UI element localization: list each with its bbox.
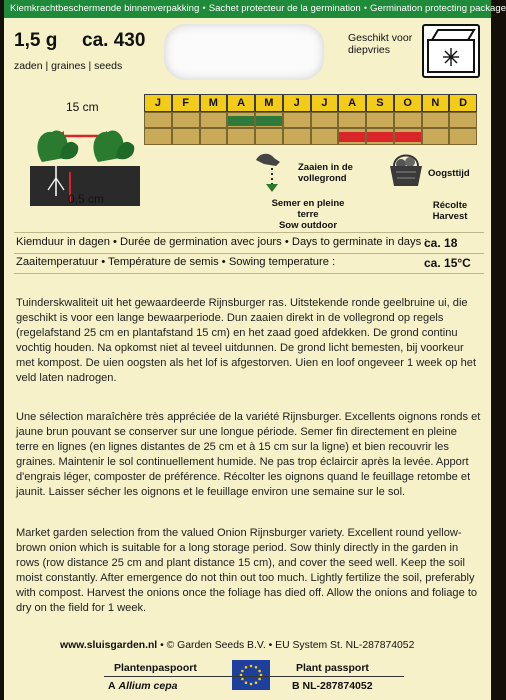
passport-divider <box>104 676 404 677</box>
month-header-row <box>144 94 477 112</box>
month-label: A <box>227 94 255 112</box>
sow-month-cell <box>255 112 283 128</box>
sow-month-cell <box>227 112 255 128</box>
freezer-drawing <box>424 26 478 76</box>
sowing-depth-label: 0,5 cm <box>68 192 105 206</box>
month-label: S <box>366 94 394 112</box>
harvest-month-cell <box>255 128 283 145</box>
sow-month-cell <box>283 112 311 128</box>
sow-month-cell <box>144 112 172 128</box>
freezer-snowflake-icon <box>422 24 480 78</box>
description-en: Market garden selection from the valued Onion Rijnsburger variety. Excellent round yellow-brown onion which is suitable for a long storage period. Sow thinly directly in the garden in rows (row distance 25 cm and plant distance 15 cm), and cover the seed well. Keep the soil moist constantly. After emergence do not thin out too much. Lightly fertilize the soil, preferably with compost. Harvest the onions once the foliage has died off. Allow the onions and foliage to dry on the field for 1 week. <box>16 527 478 614</box>
month-label: J <box>283 94 311 112</box>
sow-month-cell <box>394 112 422 128</box>
header-bar: Kiemkrachtbeschermende binnenverpakking • Sachet protecteur de la germination • Germination protecting package <box>4 0 491 18</box>
freezer-label: Geschikt voor diepvries <box>348 32 413 56</box>
harvest-month-cell <box>172 128 200 145</box>
passport-letter-a: A <box>108 680 116 692</box>
inner-package-window <box>164 24 324 80</box>
header-lang-fr: Sachet protecteur de la germination <box>208 3 361 14</box>
month-label: J <box>144 94 172 112</box>
germination-label: Kiemduur in dagen • Durée de germination avec jours • Days to germinate in days : <box>16 236 428 248</box>
temperature-value: ca. 15°C <box>424 256 471 270</box>
sow-outdoor-nl: Zaaien in de vollegrond <box>298 162 353 184</box>
temperature-label: Zaaitemperatuur • Température de semis • Sowing temperature : <box>16 256 336 268</box>
month-label: M <box>255 94 283 112</box>
sow-outdoor-labels <box>268 198 348 231</box>
month-label: J <box>311 94 339 112</box>
harvest-period-bar <box>395 132 421 142</box>
month-calendar <box>144 94 477 145</box>
month-label: O <box>394 94 422 112</box>
plant-passport-en-title: Plant passport <box>296 662 369 674</box>
sow-outdoor-fr: Semer en pleine terre <box>271 198 345 220</box>
harvest-month-cell <box>283 128 311 145</box>
footer-info: www.sluisgarden.nl • © Garden Seeds B.V. • EU System St. NL-287874052 <box>60 640 415 651</box>
harvest-time-labels <box>424 200 476 222</box>
plant-passport-nl-value <box>108 680 177 692</box>
sow-month-cell <box>338 112 366 128</box>
germination-value: ca. 18 <box>424 236 458 250</box>
harvest-time-fr: Récolte <box>432 200 468 211</box>
website-link[interactable]: www.sluisgarden.nl <box>60 640 158 651</box>
harvest-period-bar <box>339 132 365 142</box>
divider <box>14 232 484 233</box>
seed-count: ca. 430 <box>82 30 146 51</box>
sow-period-bar <box>228 116 254 126</box>
month-label: F <box>172 94 200 112</box>
sow-month-cell <box>311 112 339 128</box>
passport-species: Allium cepa <box>118 680 178 692</box>
plant-spacing-label: 15 cm <box>66 100 99 114</box>
seed-weight: 1,5 g <box>14 30 58 51</box>
harvest-basket-icon <box>388 148 424 188</box>
harvest-month-cell <box>227 128 255 145</box>
harvest-row <box>144 128 477 145</box>
company-name: © Garden Seeds B.V. <box>166 640 266 651</box>
harvest-month-cell <box>366 128 394 145</box>
harvest-period-bar <box>367 132 393 142</box>
plant-passport-nl-title: Plantenpaspoort <box>114 662 197 674</box>
eu-stars <box>232 660 270 690</box>
seed-units: zaden | graines | seeds <box>14 60 123 72</box>
sow-period-bar <box>256 116 282 126</box>
harvest-month-cell <box>449 128 477 145</box>
harvest-time-nl: Oogsttijd <box>428 168 470 179</box>
plant-passport-en-value: B NL-287874052 <box>292 680 373 692</box>
sow-month-cell <box>422 112 450 128</box>
divider <box>14 253 484 254</box>
sow-hand-icon <box>252 150 292 192</box>
sow-outdoor-en: Sow outdoor <box>278 220 338 231</box>
header-lang-en: Germination protecting package <box>370 3 506 14</box>
sow-month-cell <box>200 112 228 128</box>
month-label: A <box>338 94 366 112</box>
harvest-month-cell <box>422 128 450 145</box>
sow-month-cell <box>172 112 200 128</box>
harvest-month-cell <box>394 128 422 145</box>
header-lang-nl: Kiemkrachtbeschermende binnenverpakking <box>10 3 200 14</box>
description-fr: Une sélection maraîchère très appréciée de la variété Rijnsburger. Excellents oignons ronds et jaune brun pouvant se conserver sur une longue période. Semer fin directement en pleine terre en lignes (en lignes distantes de 25 cm et à 15 cm sur la ligne) et bien recouvrir les graines. Maintenir le sol continuellement humide. Ne pas trop éclaircir après la levée. Apport d'engrais léger, composter de préférence. Récolter les oignons quand le feuillage retombe et jaunit. Laisser sécher les oignons et le feuillage environ une semaine sur le sol. <box>16 411 481 498</box>
harvest-month-cell <box>144 128 172 145</box>
description-nl: Tuinderskwaliteit uit het gewaardeerde Rijnsburger ras. Uitstekende ronde geelbruine ui, die geschikt is voor een lange bewaarperiode. Dun zaaien direkt in de vollegrond op regels (regelafstand 25 cm en plantafstand 15 cm) en het zaad goed afdekken. De grond continu vochtig houden. Na opkomst niet al teveel uitdunnen. De grond licht bemesten, bij voorkeur met kompost. De uien oogsten als het lof is afgestorven. Uien en loof ongeveer 1 week op het veld laten nadrogen. <box>16 297 477 384</box>
sow-row <box>144 112 477 128</box>
harvest-month-cell <box>200 128 228 145</box>
month-label: N <box>422 94 450 112</box>
month-label: M <box>200 94 228 112</box>
sow-month-cell <box>449 112 477 128</box>
eu-system-code: EU System St. NL-287874052 <box>275 640 415 651</box>
eu-flag-icon <box>232 660 270 690</box>
sow-month-cell <box>366 112 394 128</box>
divider <box>14 273 484 274</box>
harvest-month-cell <box>311 128 339 145</box>
month-label: D <box>449 94 477 112</box>
harvest-time-en: Harvest <box>432 211 468 222</box>
harvest-month-cell <box>338 128 366 145</box>
seed-packet <box>4 0 506 700</box>
